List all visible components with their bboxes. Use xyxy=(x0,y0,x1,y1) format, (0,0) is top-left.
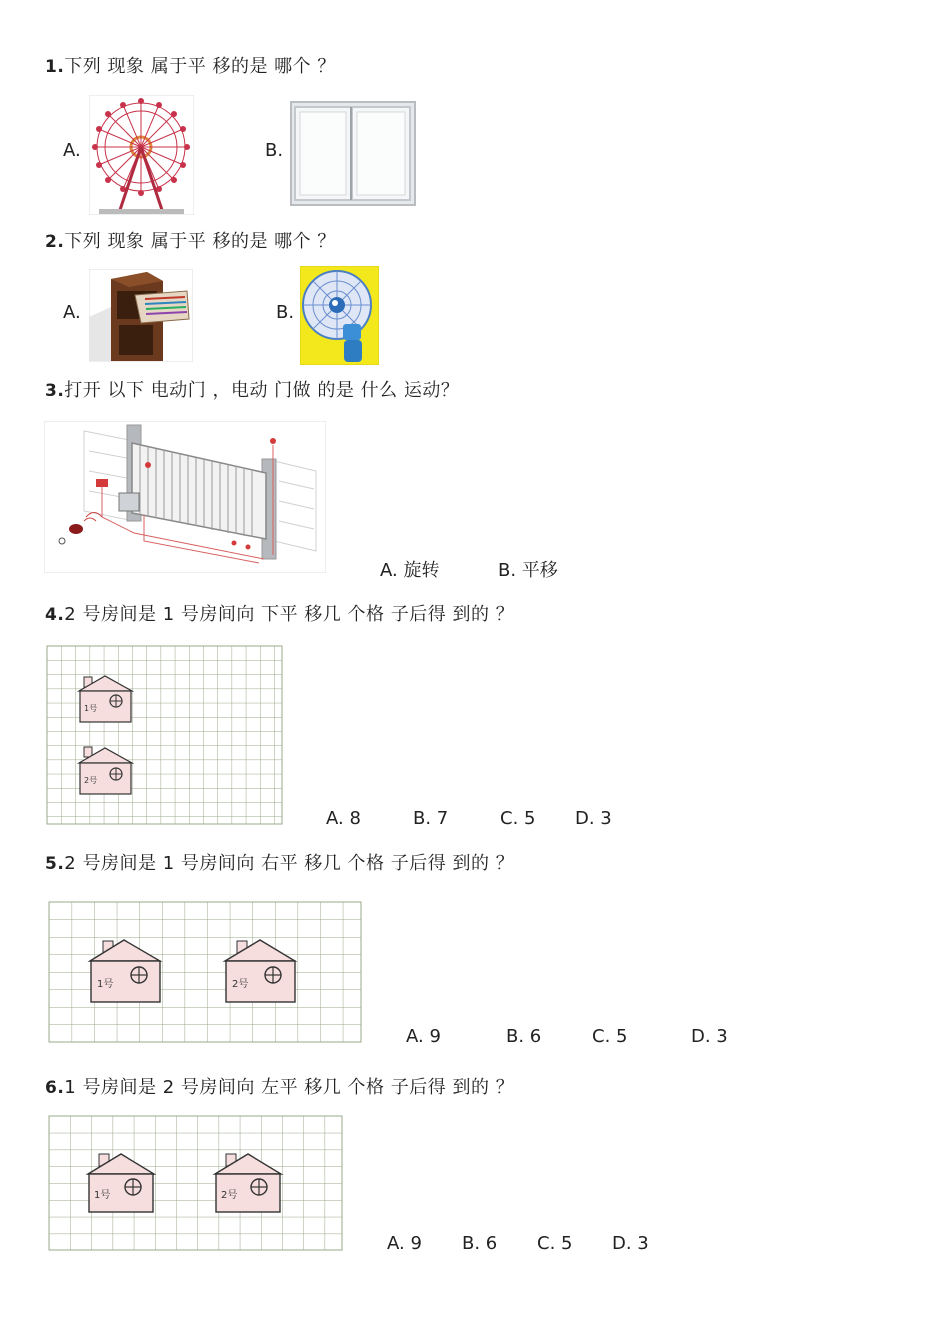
question-5-number: 5. xyxy=(45,854,65,874)
q4-option-d[interactable]: D. 3 xyxy=(575,808,612,829)
question-3 xyxy=(45,376,459,402)
q1-option-b-label[interactable]: B. xyxy=(265,140,284,161)
q5-house-1-label: 1号 xyxy=(97,979,114,990)
q3-option-b[interactable]: B. 平移 xyxy=(498,560,558,581)
q4-grid xyxy=(44,643,285,827)
question-3-number: 3. xyxy=(45,381,65,401)
question-3-text: 打开 以下 电动门 ，电动 门做 的是 什么 运动？ xyxy=(64,380,460,401)
q6-option-b[interactable]: B. 6 xyxy=(462,1233,498,1254)
q5-grid xyxy=(44,897,363,1045)
q5-option-a[interactable]: A. 9 xyxy=(406,1026,441,1047)
sliding-window-image[interactable] xyxy=(290,101,416,206)
q4-house-2-label: 2号 xyxy=(84,776,98,785)
question-6 xyxy=(45,1073,514,1099)
q5-house-2-label: 2号 xyxy=(232,979,249,990)
q6-house-1-label: 1号 xyxy=(94,1190,111,1201)
q3-option-a[interactable]: A. 旋转 xyxy=(380,560,440,581)
question-4-text: 2 号房间是 1 号房间向 下平 移几 个格 子后得 到的 ？ xyxy=(64,604,515,625)
q4-house-1-label: 1号 xyxy=(84,704,98,713)
question-1-text: 下列 现象 属于平 移的是 哪个 ？ xyxy=(64,56,336,77)
question-2-text: 下列 现象 属于平 移的是 哪个 ？ xyxy=(64,231,336,252)
q4-option-b[interactable]: B. 7 xyxy=(413,808,449,829)
q6-option-c[interactable]: C. 5 xyxy=(537,1233,573,1254)
question-5 xyxy=(45,849,514,875)
q4-option-c[interactable]: C. 5 xyxy=(500,808,536,829)
electric-fan-image[interactable] xyxy=(300,266,379,365)
q2-option-a-label[interactable]: A. xyxy=(63,302,81,323)
q6-house-2-label: 2号 xyxy=(221,1190,238,1201)
q5-option-d[interactable]: D. 3 xyxy=(691,1026,728,1047)
q5-option-c[interactable]: C. 5 xyxy=(592,1026,628,1047)
question-2 xyxy=(45,227,336,253)
question-2-number: 2. xyxy=(45,232,65,252)
question-4 xyxy=(45,600,514,626)
q2-option-b-label[interactable]: B. xyxy=(276,302,295,323)
q4-option-a[interactable]: A. 8 xyxy=(326,808,361,829)
question-1 xyxy=(45,52,336,78)
q1-option-a-label[interactable]: A. xyxy=(63,140,81,161)
q6-grid xyxy=(44,1113,344,1253)
question-1-number: 1. xyxy=(45,57,65,77)
ferris-wheel-image[interactable] xyxy=(89,95,194,215)
question-5-text: 2 号房间是 1 号房间向 右平 移几 个格 子后得 到的 ？ xyxy=(64,853,515,874)
question-6-text: 1 号房间是 2 号房间向 左平 移几 个格 子后得 到的 ？ xyxy=(64,1077,515,1098)
question-6-number: 6. xyxy=(45,1078,65,1098)
question-4-number: 4. xyxy=(45,605,65,625)
q6-option-a[interactable]: A. 9 xyxy=(387,1233,422,1254)
drawer-cabinet-image[interactable] xyxy=(89,269,193,362)
q5-option-b[interactable]: B. 6 xyxy=(506,1026,542,1047)
sliding-gate-image xyxy=(44,421,326,573)
q6-option-d[interactable]: D. 3 xyxy=(612,1233,649,1254)
